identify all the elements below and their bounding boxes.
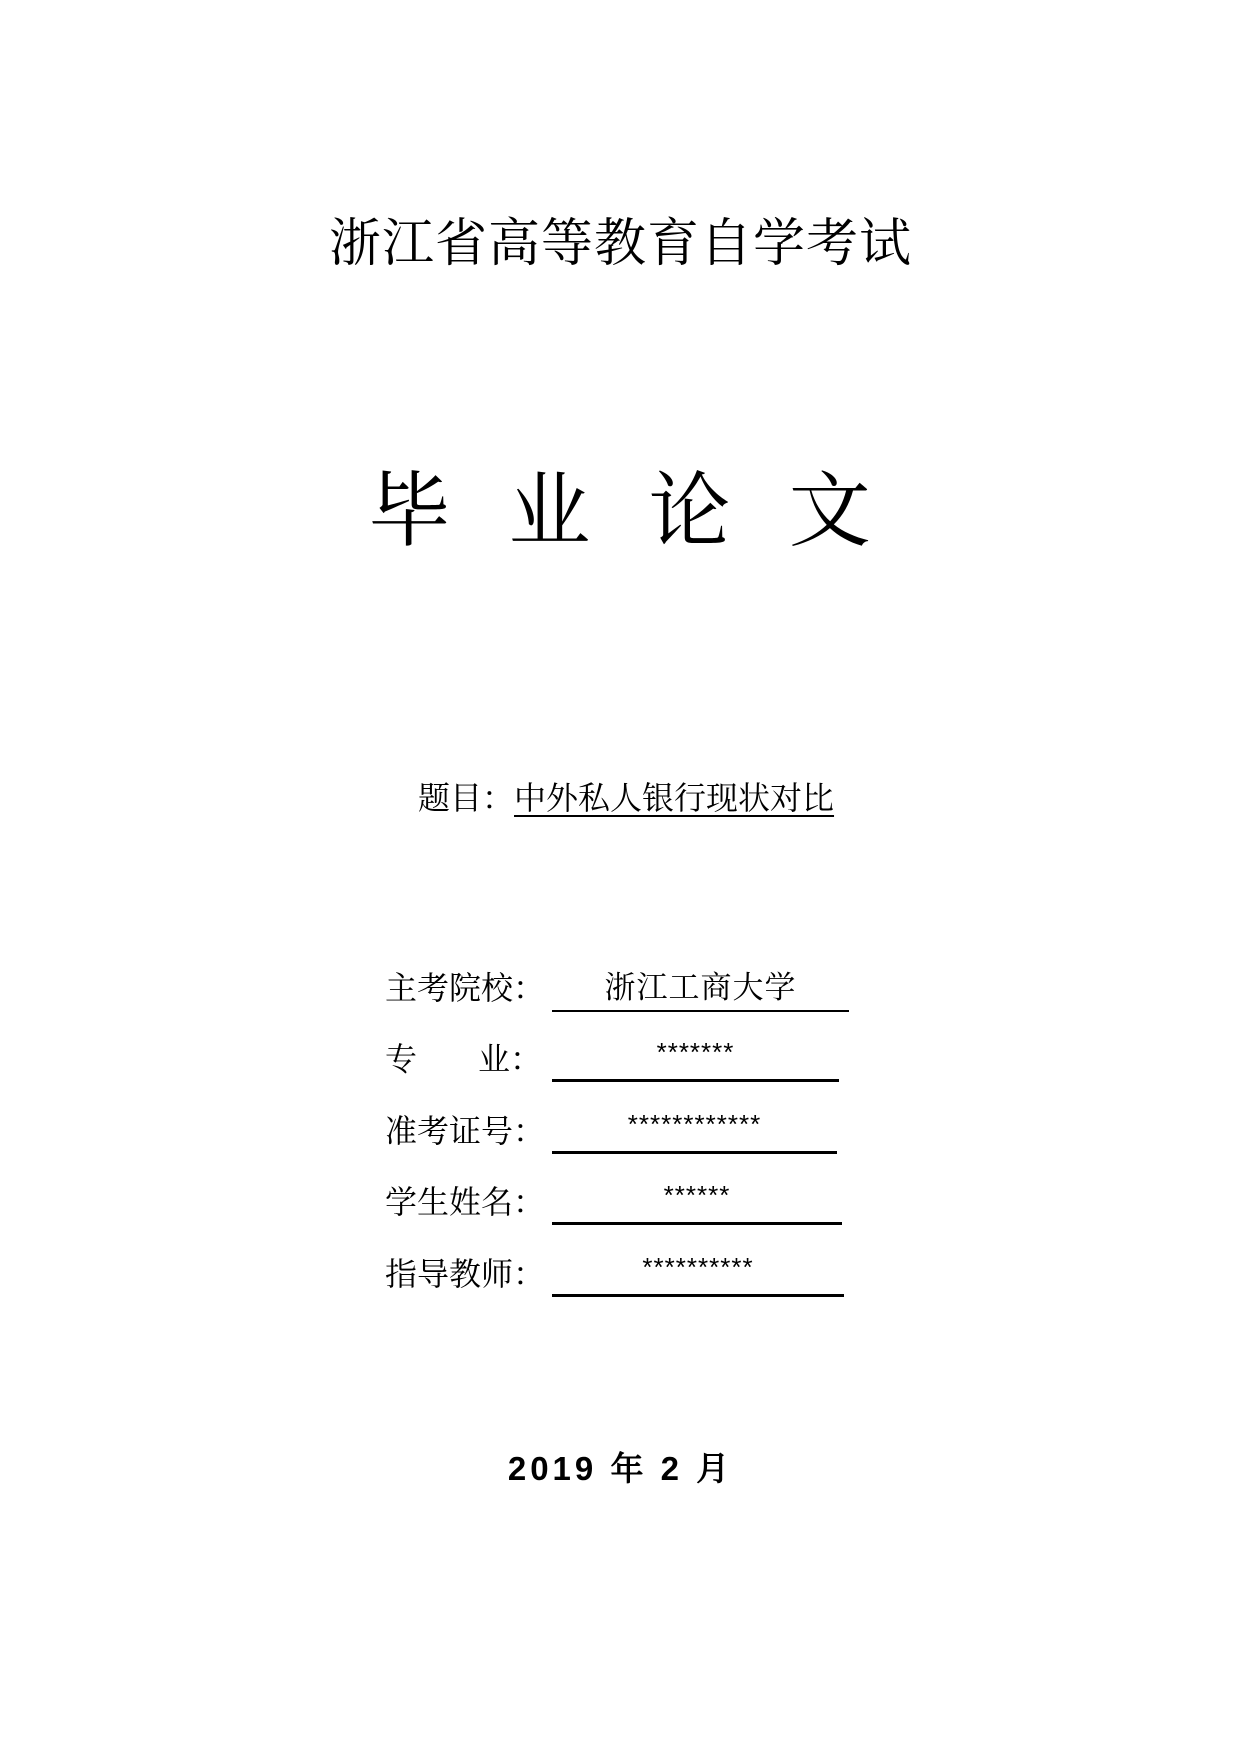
date-month-unit: 月 [696, 1450, 734, 1487]
school-row [385, 966, 885, 1016]
advisor-value: ********** [552, 1252, 844, 1297]
exam-id-label: 准考证号： [385, 1112, 546, 1150]
advisor-label: 指导教师： [385, 1255, 546, 1293]
exam-id-row [385, 1109, 885, 1159]
school-label: 主考院校： [385, 969, 546, 1007]
student-name-value: ****** [552, 1180, 842, 1225]
major-value: ******* [552, 1037, 839, 1082]
thesis-title: 毕 业 论 文 [368, 464, 873, 559]
exam-title: 浙江省高等教育自学考试 [328, 214, 912, 274]
major-row [385, 1037, 885, 1087]
advisor-row [385, 1252, 885, 1302]
student-name-label: 学生姓名： [385, 1183, 546, 1221]
topic-row [418, 776, 834, 820]
student-name-row [385, 1180, 885, 1230]
date-year-unit: 年 [610, 1450, 648, 1487]
major-label: 专 业： [385, 1040, 543, 1078]
date-row [0, 1447, 1241, 1491]
exam-id-value: ************ [552, 1109, 837, 1154]
school-value: 浙江工商大学 [552, 966, 849, 1012]
topic-value: 中外私人银行现状对比 [514, 779, 835, 817]
date-year: 2019 [507, 1450, 598, 1487]
topic-label: 题目： [418, 779, 515, 817]
date-month: 2 [660, 1450, 683, 1487]
